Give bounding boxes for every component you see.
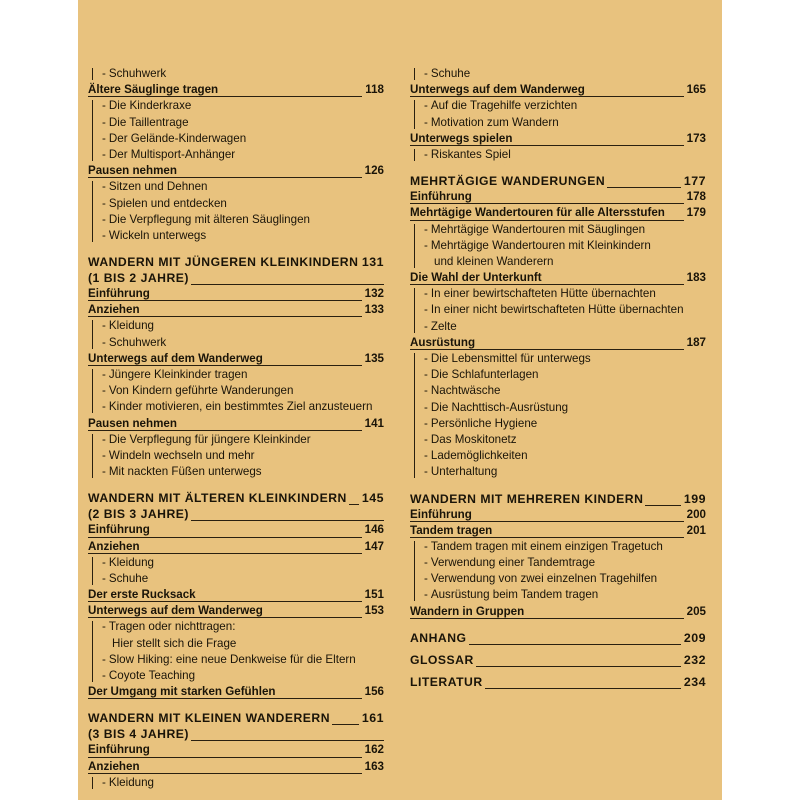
toc-section-heading: [410, 491, 706, 507]
bullet-dash: -: [102, 652, 106, 666]
toc-entry: [88, 522, 384, 538]
toc-text: und kleinen Wanderern: [434, 254, 554, 268]
toc-subentry: [410, 147, 706, 163]
toc-subentry: [88, 335, 384, 351]
bullet-dash: -: [424, 368, 428, 382]
toc-text: Kleidung: [108, 555, 154, 569]
toc-entry: [88, 416, 384, 432]
toc-subentry: [88, 131, 384, 147]
toc-entry: [410, 507, 706, 523]
subentry-guide-line: [92, 100, 93, 161]
subentry-guide-line: [414, 224, 415, 268]
toc-subentry: [410, 416, 706, 432]
toc-page-number: 145: [359, 490, 384, 506]
toc-subentry: [410, 539, 706, 555]
bullet-dash: -: [102, 775, 106, 789]
toc-text: ANHANG: [410, 630, 467, 645]
subentry-guide-line: [92, 777, 93, 789]
toc-section-heading-cont: [88, 270, 384, 286]
toc-text: In einer bewirtschafteten Hütte übernachten: [430, 287, 656, 301]
toc-page-number: 133: [362, 302, 384, 318]
toc-text: Tandem tragen mit einem einzigen Tragetuch: [430, 539, 663, 553]
toc-text: WANDERN MIT MEHREREN KINDERN: [410, 491, 644, 506]
toc-subentry: [88, 228, 384, 244]
toc-text: Pausen nehmen: [88, 416, 177, 430]
toc-text: MEHRTÄGIGE WANDERUNGEN: [410, 174, 606, 189]
toc-subentry: [88, 318, 384, 334]
toc-text: Persönliche Hygiene: [430, 416, 538, 430]
toc-page-number: 178: [684, 189, 706, 205]
toc-section-heading: [88, 490, 384, 506]
toc-section-heading: [88, 254, 384, 270]
subentry-guide-line: [414, 541, 415, 601]
bullet-dash: -: [424, 556, 428, 570]
toc-subentry: [88, 571, 384, 587]
toc-subentry: [88, 179, 384, 195]
toc-text: Sitzen und Dehnen: [108, 180, 208, 194]
toc-subentry: [88, 555, 384, 571]
toc-subentry: [88, 619, 384, 635]
toc-text: Unterhaltung: [430, 465, 498, 479]
toc-subentry-cont: [88, 636, 384, 652]
toc-page-number: 205: [684, 604, 706, 620]
toc-entry: [410, 189, 706, 205]
bullet-dash: -: [102, 571, 106, 585]
toc-text: Die Taillentrage: [108, 115, 189, 129]
subentry-guide-line: [414, 100, 415, 129]
toc-page-number: 153: [362, 603, 384, 619]
toc-subentry: [410, 432, 706, 448]
toc-subentry: [88, 668, 384, 684]
toc-text: Die Verpflegung mit älteren Säuglingen: [108, 212, 310, 226]
toc-text: Einführung: [410, 507, 472, 521]
toc-text: Schuhe: [430, 67, 471, 80]
bullet-dash: -: [102, 669, 106, 682]
toc-text: In einer nicht bewirtschafteten Hütte übernachten: [430, 303, 684, 317]
bullet-dash: -: [102, 384, 106, 398]
bullet-dash: -: [424, 147, 428, 161]
toc-text: Unterwegs auf dem Wanderweg: [88, 604, 263, 618]
toc-text: WANDERN MIT JÜNGEREN KLEINKINDERN: [88, 255, 359, 270]
toc-text: Unterwegs auf dem Wanderweg: [88, 351, 263, 365]
toc-text: Spielen und entdecken: [108, 196, 227, 210]
subentry-guide-line: [414, 149, 415, 161]
subentry-guide-line: [92, 320, 93, 349]
toc-page-number: 126: [362, 163, 384, 179]
toc-page-number: 199: [681, 491, 706, 507]
subentry-guide-line: [92, 369, 93, 413]
toc-subentry: [410, 464, 706, 480]
toc-page-number: 232: [681, 652, 706, 668]
toc-text: Verwendung einer Tandemtrage: [430, 556, 596, 570]
toc-text: Zelte: [430, 319, 457, 333]
bullet-dash: -: [424, 384, 428, 398]
toc-entry: [88, 82, 384, 98]
toc-text: Lademöglichkeiten: [430, 449, 528, 463]
toc-page-number: 234: [681, 674, 706, 690]
toc-text: Das Moskitonetz: [430, 432, 517, 446]
toc-page-number: 173: [684, 131, 706, 147]
bullet-dash: -: [102, 555, 106, 569]
toc-text: Die Lebensmittel für unterwegs: [430, 352, 591, 365]
toc-text: Slow Hiking: eine neue Denkweise für die Eltern: [108, 652, 356, 666]
toc-text: Riskantes Spiel: [430, 147, 511, 161]
toc-text: Ausrüstung: [410, 335, 476, 349]
toc-subentry: [88, 383, 384, 399]
toc-page-number: 177: [681, 173, 706, 189]
toc-left-column: [88, 66, 384, 791]
toc-text: WANDERN MIT KLEINEN WANDERERN: [88, 711, 330, 726]
bullet-dash: -: [102, 448, 106, 462]
subentry-guide-line: [92, 68, 93, 80]
toc-page-number: 131: [359, 254, 384, 270]
toc-text: Jüngere Kleinkinder tragen: [108, 368, 248, 381]
toc-page-number: 161: [359, 710, 384, 726]
toc-section-heading: [410, 630, 706, 646]
toc-page-number: 118: [362, 82, 384, 98]
bullet-dash: -: [102, 147, 106, 161]
toc-subentry: [410, 319, 706, 335]
toc-subentry: [410, 555, 706, 571]
bullet-dash: -: [424, 67, 428, 80]
toc-entry: [88, 286, 384, 302]
bullet-dash: -: [102, 196, 106, 210]
toc-entry: [88, 603, 384, 619]
toc-text: Die Kinderkraxe: [108, 99, 192, 113]
toc-text: Von Kindern geführte Wanderungen: [108, 384, 294, 398]
toc-entry: [88, 742, 384, 758]
bullet-dash: -: [424, 238, 428, 252]
toc-text: Verwendung von zwei einzelnen Tragehilfen: [430, 572, 658, 586]
bullet-dash: -: [424, 539, 428, 553]
toc-subentry: [88, 775, 384, 791]
book-page: [78, 0, 722, 800]
toc-text: Ältere Säuglinge tragen: [88, 83, 219, 97]
bullet-dash: -: [424, 572, 428, 586]
toc-page-number: 200: [684, 507, 706, 523]
bullet-dash: -: [102, 180, 106, 194]
bullet-dash: -: [102, 131, 106, 145]
toc-section-heading-cont: [88, 726, 384, 742]
toc-entry: [410, 270, 706, 286]
toc-entry: [88, 163, 384, 179]
toc-subentry: [88, 399, 384, 415]
toc-entry: [410, 523, 706, 539]
toc-page-number: 162: [362, 742, 384, 758]
toc-text: (3 BIS 4 JAHRE): [88, 727, 189, 742]
toc-page-number: 135: [362, 351, 384, 367]
toc-entry: [410, 604, 706, 620]
bullet-dash: -: [424, 287, 428, 301]
toc-text: Wickeln unterwegs: [108, 228, 207, 242]
toc-text: Motivation zum Wandern: [430, 115, 559, 129]
toc-entry: [88, 684, 384, 700]
toc-text: Einführung: [410, 190, 472, 204]
bullet-dash: -: [102, 465, 106, 479]
bullet-dash: -: [424, 115, 428, 129]
toc-text: Die Schlafunterlagen: [430, 368, 539, 382]
bullet-dash: -: [102, 620, 106, 634]
toc-text: Mit nackten Füßen unterwegs: [108, 465, 262, 479]
subentry-guide-line: [92, 181, 93, 242]
toc-subentry: [88, 448, 384, 464]
toc-subentry: [410, 286, 706, 302]
toc-text: Anziehen: [88, 539, 140, 553]
toc-text: Unterwegs spielen: [410, 131, 513, 145]
toc-page-number: 132: [362, 286, 384, 302]
toc-text: Pausen nehmen: [88, 164, 177, 178]
toc-entry: [88, 587, 384, 603]
toc-text: Unterwegs auf dem Wanderweg: [410, 83, 585, 97]
bullet-dash: -: [424, 352, 428, 365]
toc-entry: [88, 539, 384, 555]
bullet-dash: -: [424, 588, 428, 602]
bullet-dash: -: [102, 335, 106, 349]
toc-text: Einführung: [88, 287, 150, 301]
toc-page-number: 156: [362, 684, 384, 700]
subentry-guide-line: [414, 68, 415, 80]
toc-text: Nachtwäsche: [430, 384, 501, 398]
toc-text: Der Multisport-Anhänger: [108, 147, 236, 161]
toc-page-number: 141: [362, 416, 384, 432]
toc-subentry: [410, 448, 706, 464]
toc-text: Windeln wechseln und mehr: [108, 448, 255, 462]
toc-page-number: 165: [684, 82, 706, 98]
toc-subentry-cont: [410, 254, 706, 270]
toc-text: Tragen oder nichttragen:: [108, 620, 236, 634]
toc-subentry: [410, 98, 706, 114]
toc-text: Einführung: [88, 523, 150, 537]
toc-section-heading: [410, 652, 706, 668]
toc-subentry: [410, 238, 706, 254]
toc-text: Schuhwerk: [108, 335, 167, 349]
toc-text: Kleidung: [108, 775, 154, 789]
bullet-dash: -: [102, 67, 106, 80]
toc-subentry: [88, 212, 384, 228]
toc-text: Tandem tragen: [410, 523, 493, 537]
toc-text: Die Wahl der Unterkunft: [410, 271, 542, 285]
toc-page-number: 146: [362, 522, 384, 538]
toc-page-number: 179: [684, 205, 706, 221]
toc-entry: [88, 302, 384, 318]
toc-entry: [410, 131, 706, 147]
toc-text: (1 BIS 2 JAHRE): [88, 271, 189, 286]
toc-subentry: [88, 66, 384, 82]
toc-entry: [410, 205, 706, 221]
toc-text: (2 BIS 3 JAHRE): [88, 507, 189, 522]
toc-page-number: 209: [681, 630, 706, 646]
toc-text: Die Nachttisch-Ausrüstung: [430, 400, 569, 414]
toc-subentry: [410, 66, 706, 82]
toc-page-number: 147: [362, 539, 384, 555]
bullet-dash: -: [424, 465, 428, 479]
toc-subentry: [88, 115, 384, 131]
toc-text: Ausrüstung beim Tandem tragen: [430, 588, 599, 602]
toc-subentry: [410, 383, 706, 399]
toc-page-number: 201: [684, 523, 706, 539]
toc-text: LITERATUR: [410, 674, 483, 689]
toc-subentry: [88, 196, 384, 212]
toc-right-column: [410, 66, 706, 690]
toc-entry: [410, 82, 706, 98]
toc-subentry: [88, 367, 384, 383]
toc-subentry: [410, 367, 706, 383]
toc-text: Auf die Tragehilfe verzichten: [430, 99, 578, 113]
subentry-guide-line: [92, 621, 93, 682]
bullet-dash: -: [424, 222, 428, 236]
toc-text: Coyote Teaching: [108, 669, 196, 682]
bullet-dash: -: [102, 400, 106, 414]
toc-page-number: 151: [362, 587, 384, 603]
toc-section-heading: [410, 173, 706, 189]
toc-subentry: [88, 464, 384, 480]
bullet-dash: -: [102, 228, 106, 242]
toc-text: Mehrtägige Wandertouren mit Kleinkindern: [430, 238, 651, 252]
subentry-guide-line: [92, 434, 93, 478]
toc-subentry: [88, 432, 384, 448]
toc-subentry: [410, 351, 706, 367]
toc-subentry: [410, 571, 706, 587]
toc-text: Anziehen: [88, 759, 140, 773]
toc-text: Schuhwerk: [108, 67, 167, 80]
toc-page-number: 187: [684, 335, 706, 351]
subentry-guide-line: [414, 288, 415, 333]
toc-section-heading: [88, 710, 384, 726]
toc-subentry: [88, 147, 384, 163]
toc-text: Kleidung: [108, 319, 154, 333]
bullet-dash: -: [424, 99, 428, 113]
toc-entry: [88, 351, 384, 367]
toc-text: Die Verpflegung für jüngere Kleinkinder: [108, 432, 311, 446]
bullet-dash: -: [424, 400, 428, 414]
bullet-dash: -: [424, 432, 428, 446]
toc-entry: [410, 335, 706, 351]
subentry-guide-line: [92, 557, 93, 585]
toc-text: Schuhe: [108, 571, 149, 585]
toc-subentry: [410, 115, 706, 131]
bullet-dash: -: [102, 212, 106, 226]
bullet-dash: -: [424, 416, 428, 430]
bullet-dash: -: [102, 115, 106, 129]
toc-subentry: [410, 400, 706, 416]
toc-section-heading: [410, 674, 706, 690]
toc-text: Mehrtägige Wandertouren mit Säuglingen: [430, 222, 646, 236]
toc-subentry: [410, 222, 706, 238]
bullet-dash: -: [424, 303, 428, 317]
bullet-dash: -: [102, 432, 106, 446]
toc-text: Hier stellt sich die Frage: [112, 636, 237, 650]
toc-text: Der Umgang mit starken Gefühlen: [88, 685, 276, 699]
toc-text: Der erste Rucksack: [88, 588, 196, 602]
bullet-dash: -: [102, 368, 106, 381]
bullet-dash: -: [102, 319, 106, 333]
toc-text: Einführung: [88, 743, 150, 757]
toc-text: Mehrtägige Wandertouren für alle Altersstufen: [410, 206, 665, 220]
toc-subentry: [88, 98, 384, 114]
bullet-dash: -: [102, 99, 106, 113]
toc-entry: [88, 759, 384, 775]
toc-subentry: [410, 302, 706, 318]
toc-text: Der Gelände-Kinderwagen: [108, 131, 247, 145]
toc-subentry: [410, 587, 706, 603]
subentry-guide-line: [414, 353, 415, 478]
toc-text: Anziehen: [88, 303, 140, 317]
toc-page-number: 163: [362, 759, 384, 775]
toc-page-number: 183: [684, 270, 706, 286]
toc-text: WANDERN MIT ÄLTEREN KLEINKINDERN: [88, 491, 347, 506]
toc-text: Kinder motivieren, ein bestimmtes Ziel anzusteuern: [108, 400, 373, 414]
bullet-dash: -: [424, 449, 428, 463]
bullet-dash: -: [424, 319, 428, 333]
toc-subentry: [88, 652, 384, 668]
toc-text: Wandern in Gruppen: [410, 604, 525, 618]
toc-text: GLOSSAR: [410, 652, 474, 667]
toc-section-heading-cont: [88, 506, 384, 522]
